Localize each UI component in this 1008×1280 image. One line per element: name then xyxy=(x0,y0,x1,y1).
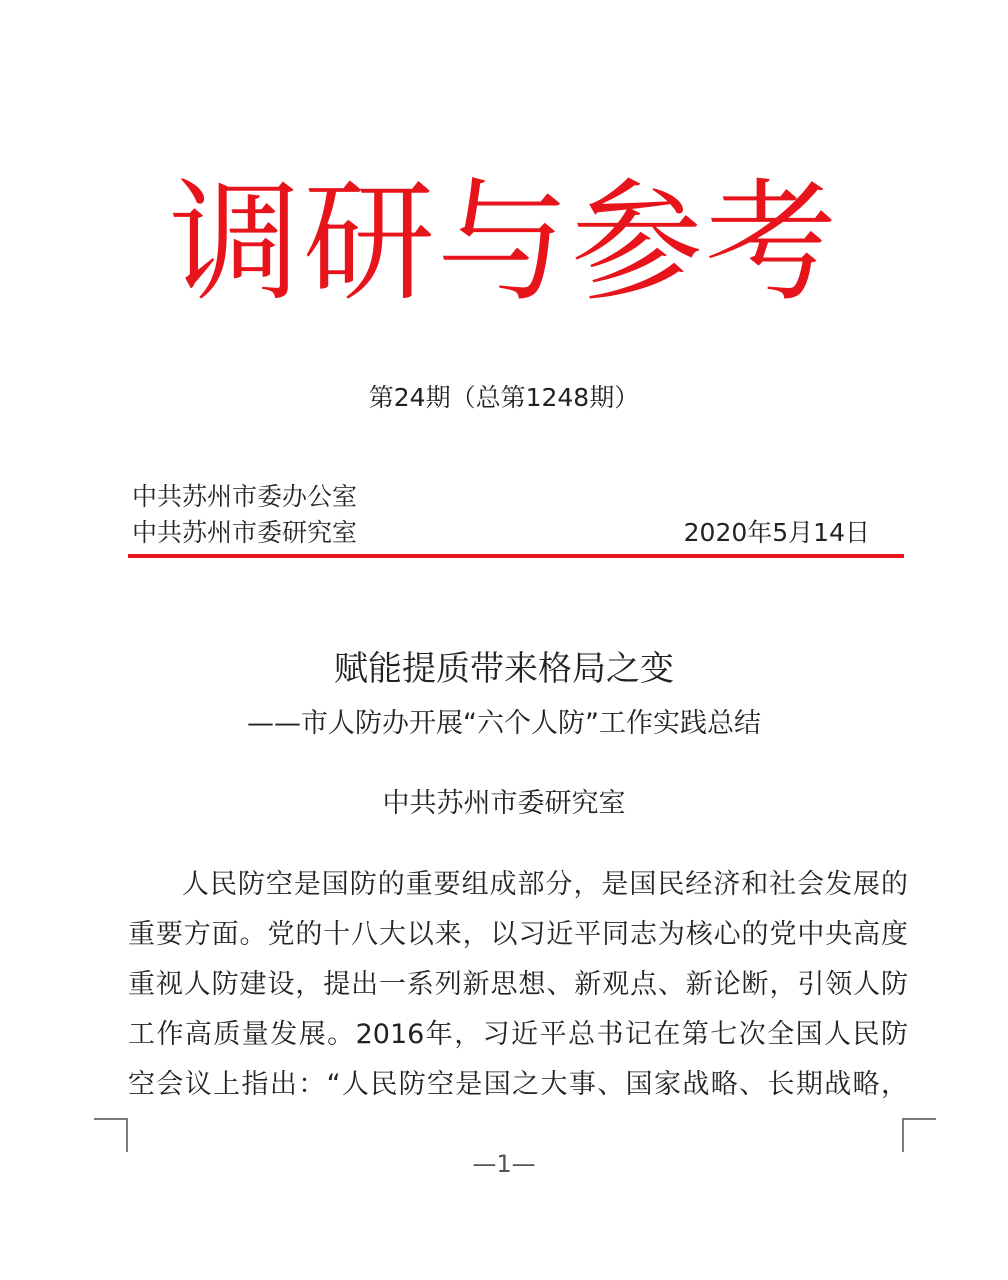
issue-number: 第24期（总第1248期） xyxy=(368,383,640,412)
issuer-office: 中共苏州市委办公室 xyxy=(132,482,358,511)
body-line: 重视人防建设，提出一系列新思想、新观点、新论断，引领人防 xyxy=(128,969,908,1000)
body-line: 重要方面。党的十八大以来，以习近平同志为核心的党中央高度 xyxy=(128,919,908,950)
page-number: —1— xyxy=(472,1150,536,1178)
article-subtitle: ——市人防办开展“六个人防”工作实践总结 xyxy=(247,708,761,739)
article-author: 中共苏州市委研究室 xyxy=(382,788,626,819)
red-divider-line xyxy=(128,554,904,558)
body-line: 人民防空是国防的重要组成部分，是国民经济和社会发展的 xyxy=(182,869,908,900)
body-line: 空会议上指出：“人民防空是国之大事、国家战略、长期战略， xyxy=(128,1069,908,1100)
crop-mark-left xyxy=(94,1118,128,1152)
article-title: 赋能提质带来格局之变 xyxy=(334,649,674,689)
article-body xyxy=(128,860,908,1110)
crop-mark-right xyxy=(902,1118,936,1152)
masthead-title: 调研与参考 xyxy=(169,166,839,320)
issue-date: 2020年5月14日 xyxy=(683,518,870,547)
issuer-research: 中共苏州市委研究室 xyxy=(132,518,358,547)
body-line: 工作高质量发展。2016年，习近平总书记在第七次全国人民防 xyxy=(128,1019,908,1050)
